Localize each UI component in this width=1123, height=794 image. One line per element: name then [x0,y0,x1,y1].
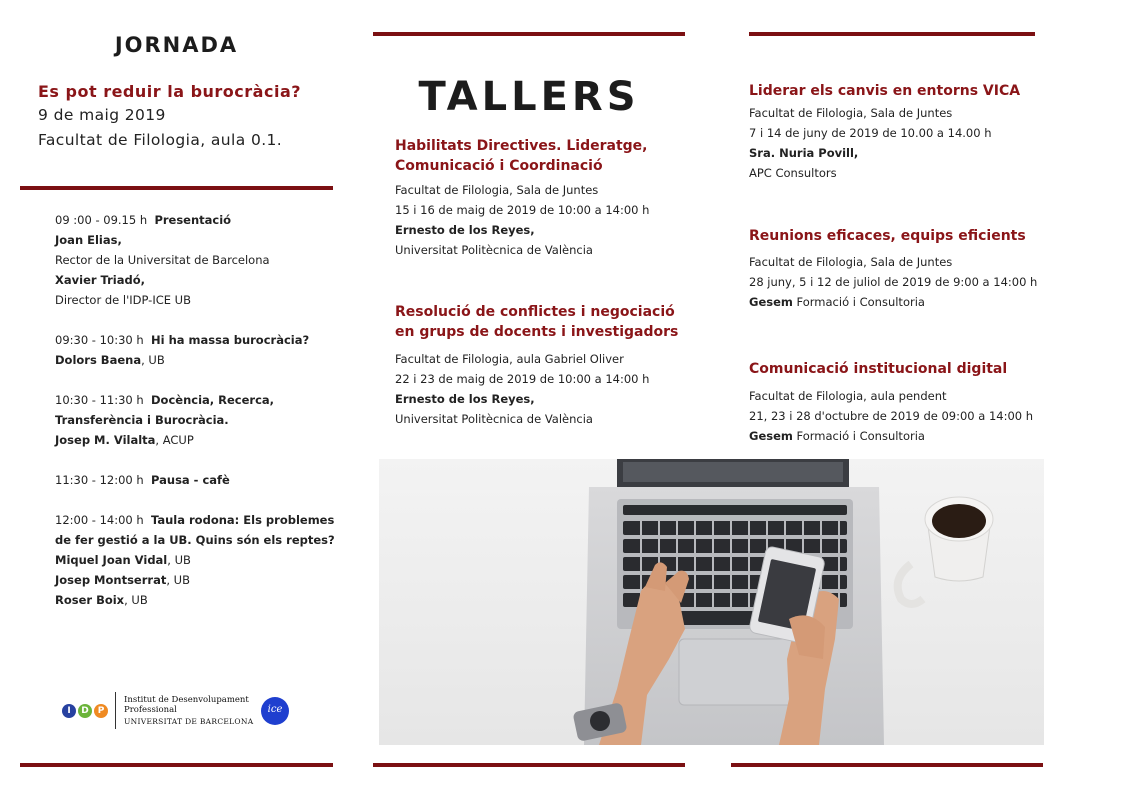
speaker-name: Xavier Triadó, [55,273,145,287]
taller-trainer: Gesem Formació i Consultoria [749,295,925,309]
taller-card [749,359,1069,446]
programme [55,210,335,610]
logo-name-line2: Professional [124,705,177,715]
programme-item-time: 11:30 - 12:00 h Pausa - cafè [55,473,230,487]
tallers-heading: TALLERS [418,74,640,120]
speaker-name: Josep Montserrat, UB [55,573,190,587]
taller-dates: 7 i 14 de juny de 2019 de 10.00 a 14.00 h [749,126,992,140]
logo-separator [115,692,116,729]
taller-title: en grups de docents i investigadors [395,324,679,340]
taller-place: Facultat de Filologia, Sala de Juntes [749,106,953,120]
divider-bottom-left [20,763,333,767]
idp-logo [62,692,302,732]
programme-item-title: Docència, Recerca, [151,393,275,407]
taller-card [395,136,695,260]
divider-left-mid [20,186,333,190]
programme-item-title: Pausa - cafè [151,473,230,487]
programme-item-title: Hi ha massa burocràcia? [151,333,310,347]
laptop-photo [379,459,1044,745]
divider-bottom-middle [373,763,685,767]
speaker-name: Joan Elias, [55,233,122,247]
taller-org: Universitat Politècnica de València [395,243,593,257]
taller-title: Habilitats Directives. Lideratge, [395,138,648,154]
taller-title: Resolució de conflictes i negociació [395,304,675,320]
jornada-place: Facultat de Filologia, aula 0.1. [38,131,283,149]
speaker-role: Director de l'IDP-ICE UB [55,293,191,307]
divider-bottom-right [731,763,1043,767]
taller-dates: 22 i 23 de maig de 2019 de 10:00 a 14:00 h [395,372,650,386]
programme-item-title: Transferència i Burocràcia. [55,413,229,427]
speaker-role: Rector de la Universitat de Barcelona [55,253,270,267]
programme-item-title: Taula rodona: Els problemes [151,513,335,527]
programme-item-title: de fer gestió a la UB. Quins són els reptes? [55,533,335,547]
jornada-date: 9 de maig 2019 [38,106,166,124]
ice-logo: ice [261,697,289,725]
speaker-name: Josep M. Vilalta, ACUP [55,433,194,447]
taller-place: Facultat de Filologia, Sala de Juntes [749,255,953,269]
logo-letter-d: D [78,704,92,718]
programme-item-time: 09 :00 - 09.15 h Presentació [55,213,232,227]
jornada-heading: JORNADA [114,33,239,57]
taller-trainer: Ernesto de los Reyes, [395,223,535,237]
logo-name-line1: Institut de Desenvolupament [124,695,249,705]
divider-top-right [749,32,1035,36]
logo-university: UNIVERSITAT DE BARCELONA [124,717,254,726]
taller-org: Universitat Politècnica de València [395,412,593,426]
programme-item-time: 09:30 - 10:30 h Hi ha massa burocràcia? [55,333,310,347]
taller-trainer: Ernesto de los Reyes, [395,392,535,406]
taller-trainer: Gesem Formació i Consultoria [749,429,925,443]
logo-letter-p: P [94,704,108,718]
programme-item-time: 12:00 - 14:00 h Taula rodona: Els problemes [55,513,335,527]
taller-card [749,226,1089,312]
taller-title: Comunicació institucional digital [749,361,1008,377]
taller-place: Facultat de Filologia, aula Gabriel Oliver [395,352,624,366]
divider-top-middle [373,32,685,36]
taller-title: Comunicació i Coordinació [395,158,603,174]
taller-dates: 28 juny, 5 i 12 de juliol de 2019 de 9:00 a 14:00 h [749,275,1038,289]
speaker-name: Miquel Joan Vidal, UB [55,553,191,567]
jornada-title: Es pot reduir la burocràcia? [38,82,302,101]
speaker-name: Dolors Baena, UB [55,353,165,367]
programme-item-title: Presentació [154,213,232,227]
taller-card [749,81,1049,183]
taller-place: Facultat de Filologia, aula pendent [749,389,947,403]
taller-org: APC Consultors [749,166,837,180]
taller-dates: 15 i 16 de maig de 2019 de 10:00 a 14:00 h [395,203,650,217]
logo-letter-i: I [62,704,76,718]
taller-place: Facultat de Filologia, Sala de Juntes [395,183,599,197]
taller-card [395,302,695,429]
taller-title: Liderar els canvis en entorns VICA [749,83,1021,99]
taller-trainer: Sra. Nuria Povill, [749,146,859,160]
programme-item-time: 10:30 - 11:30 h Docència, Recerca, [55,393,275,407]
taller-title: Reunions eficaces, equips eficients [749,228,1026,244]
speaker-name: Roser Boix, UB [55,593,148,607]
taller-dates: 21, 23 i 28 d'octubre de 2019 de 09:00 a 14:00 h [749,409,1034,423]
